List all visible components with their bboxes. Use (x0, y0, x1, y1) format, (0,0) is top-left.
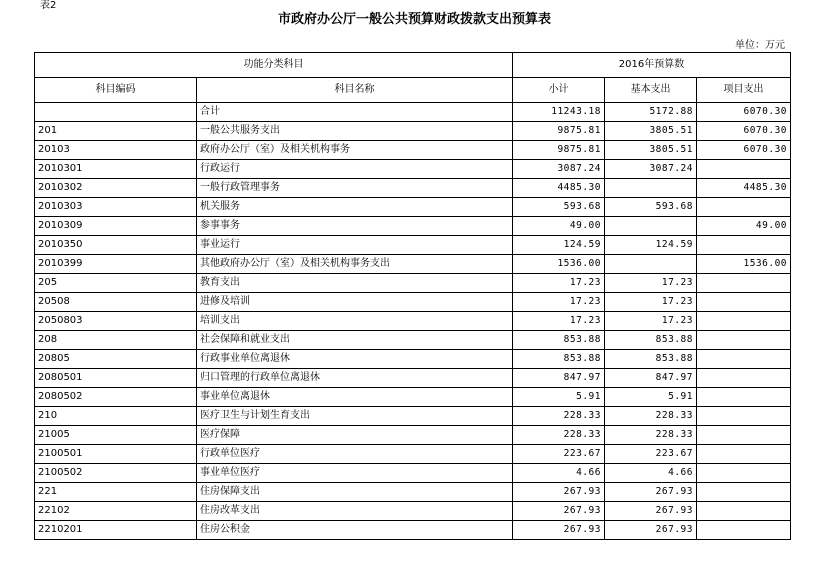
project-expense-cell: 4485.30 (697, 179, 791, 198)
basic-expense-cell: 17.23 (605, 312, 697, 331)
subject-name-cell: 机关服务 (197, 198, 513, 217)
subject-name-cell: 医疗卫生与计划生育支出 (197, 407, 513, 426)
table-row (35, 483, 791, 502)
basic-expense-cell (605, 179, 697, 198)
project-expense-cell (697, 312, 791, 331)
basic-expense-cell: 853.88 (605, 331, 697, 350)
subtotal-cell: 9875.81 (513, 141, 605, 160)
table-row (35, 388, 791, 407)
subtotal-cell: 853.88 (513, 331, 605, 350)
table-row (35, 426, 791, 445)
basic-expense-cell: 5.91 (605, 388, 697, 407)
table-body (35, 103, 791, 540)
table-row (35, 407, 791, 426)
subject-code-cell: 2080501 (35, 369, 197, 388)
subject-code-cell: 2010350 (35, 236, 197, 255)
project-expense-cell (697, 274, 791, 293)
project-expense-cell (697, 293, 791, 312)
header-group-row (35, 53, 791, 78)
subject-name-cell: 社会保障和就业支出 (197, 331, 513, 350)
unit-note: 单位：万元 (735, 40, 785, 51)
subject-name-cell: 医疗保障 (197, 426, 513, 445)
header-function-category: 功能分类科目 (35, 53, 513, 78)
subject-name-cell: 住房保障支出 (197, 483, 513, 502)
basic-expense-cell: 223.67 (605, 445, 697, 464)
basic-expense-cell: 853.88 (605, 350, 697, 369)
header-basic-expense: 基本支出 (605, 78, 697, 103)
basic-expense-cell: 267.93 (605, 502, 697, 521)
subject-name-cell: 住房公积金 (197, 521, 513, 540)
subject-name-cell: 行政单位医疗 (197, 445, 513, 464)
subtotal-cell: 223.67 (513, 445, 605, 464)
subject-name-cell: 一般行政管理事务 (197, 179, 513, 198)
basic-expense-cell: 847.97 (605, 369, 697, 388)
subject-code-cell: 20103 (35, 141, 197, 160)
subject-name-cell: 事业运行 (197, 236, 513, 255)
subject-name-cell: 行政事业单位离退休 (197, 350, 513, 369)
subject-name-cell: 培训支出 (197, 312, 513, 331)
budget-table (34, 52, 791, 540)
subject-name-cell: 教育支出 (197, 274, 513, 293)
subject-code-cell: 2010301 (35, 160, 197, 179)
basic-expense-cell: 3087.24 (605, 160, 697, 179)
subject-code-cell: 2010309 (35, 217, 197, 236)
subject-name-cell: 参事事务 (197, 217, 513, 236)
subject-name-cell: 归口管理的行政单位离退休 (197, 369, 513, 388)
header-column-row (35, 78, 791, 103)
subtotal-cell: 11243.18 (513, 103, 605, 122)
subtotal-cell: 853.88 (513, 350, 605, 369)
subject-code-cell: 2010303 (35, 198, 197, 217)
project-expense-cell (697, 502, 791, 521)
table-row (35, 350, 791, 369)
header-subject-code: 科目编码 (35, 78, 197, 103)
project-expense-cell (697, 388, 791, 407)
table-header (35, 53, 791, 103)
project-expense-cell (697, 160, 791, 179)
subtotal-cell: 847.97 (513, 369, 605, 388)
table-row (35, 312, 791, 331)
subject-code-cell: 208 (35, 331, 197, 350)
table-row (35, 198, 791, 217)
header-subtotal: 小计 (513, 78, 605, 103)
basic-expense-cell: 228.33 (605, 407, 697, 426)
basic-expense-cell: 17.23 (605, 274, 697, 293)
subject-code-cell: 20805 (35, 350, 197, 369)
project-expense-cell (697, 521, 791, 540)
table-row (35, 464, 791, 483)
basic-expense-cell: 3805.51 (605, 141, 697, 160)
subject-code-cell: 210 (35, 407, 197, 426)
subject-code-cell: 2100502 (35, 464, 197, 483)
project-expense-cell (697, 198, 791, 217)
table-row (35, 160, 791, 179)
subject-code-cell: 20508 (35, 293, 197, 312)
subtotal-cell: 9875.81 (513, 122, 605, 141)
project-expense-cell (697, 426, 791, 445)
table-row (35, 236, 791, 255)
table-label: 表2 (40, 0, 57, 11)
project-expense-cell (697, 350, 791, 369)
subject-code-cell: 221 (35, 483, 197, 502)
subject-code-cell: 2100501 (35, 445, 197, 464)
project-expense-cell (697, 464, 791, 483)
subtotal-cell: 17.23 (513, 293, 605, 312)
subtotal-cell: 1536.00 (513, 255, 605, 274)
subtotal-cell: 17.23 (513, 274, 605, 293)
project-expense-cell: 49.00 (697, 217, 791, 236)
table-row (35, 255, 791, 274)
table-row (35, 217, 791, 236)
subject-name-cell: 一般公共服务支出 (197, 122, 513, 141)
subtotal-cell: 17.23 (513, 312, 605, 331)
subject-name-cell: 其他政府办公厅（室）及相关机构事务支出 (197, 255, 513, 274)
project-expense-cell (697, 483, 791, 502)
project-expense-cell: 6070.30 (697, 141, 791, 160)
project-expense-cell (697, 331, 791, 350)
basic-expense-cell: 17.23 (605, 293, 697, 312)
basic-expense-cell: 267.93 (605, 521, 697, 540)
subtotal-cell: 593.68 (513, 198, 605, 217)
table-row (35, 293, 791, 312)
subject-name-cell: 政府办公厅（室）及相关机构事务 (197, 141, 513, 160)
subtotal-cell: 124.59 (513, 236, 605, 255)
subtotal-cell: 267.93 (513, 521, 605, 540)
subtotal-cell: 267.93 (513, 483, 605, 502)
subject-name-cell: 事业单位离退休 (197, 388, 513, 407)
page-title: 市政府办公厅一般公共预算财政拨款支出预算表 (277, 12, 551, 27)
basic-expense-cell: 267.93 (605, 483, 697, 502)
table-row (35, 179, 791, 198)
subject-name-cell: 合计 (197, 103, 513, 122)
subtotal-cell: 228.33 (513, 407, 605, 426)
subtotal-cell: 5.91 (513, 388, 605, 407)
subtotal-cell: 49.00 (513, 217, 605, 236)
header-budget-year: 2016年预算数 (513, 53, 791, 78)
table-row (35, 369, 791, 388)
table-row (35, 502, 791, 521)
subject-code-cell: 201 (35, 122, 197, 141)
project-expense-cell: 6070.30 (697, 122, 791, 141)
basic-expense-cell: 228.33 (605, 426, 697, 445)
basic-expense-cell: 593.68 (605, 198, 697, 217)
basic-expense-cell (605, 217, 697, 236)
table-row (35, 141, 791, 160)
subject-code-cell: 2210201 (35, 521, 197, 540)
project-expense-cell (697, 445, 791, 464)
project-expense-cell: 6070.30 (697, 103, 791, 122)
basic-expense-cell: 124.59 (605, 236, 697, 255)
basic-expense-cell (605, 255, 697, 274)
subtotal-cell: 4.66 (513, 464, 605, 483)
project-expense-cell (697, 407, 791, 426)
subject-name-cell: 行政运行 (197, 160, 513, 179)
subject-code-cell: 205 (35, 274, 197, 293)
basic-expense-cell: 5172.88 (605, 103, 697, 122)
subtotal-cell: 3087.24 (513, 160, 605, 179)
subtotal-cell: 228.33 (513, 426, 605, 445)
subject-code-cell: 2010399 (35, 255, 197, 274)
basic-expense-cell: 3805.51 (605, 122, 697, 141)
subject-code-cell: 2010302 (35, 179, 197, 198)
header-subject-name: 科目名称 (197, 78, 513, 103)
project-expense-cell: 1536.00 (697, 255, 791, 274)
subject-code-cell: 21005 (35, 426, 197, 445)
subtotal-cell: 267.93 (513, 502, 605, 521)
table-row (35, 122, 791, 141)
table-row (35, 445, 791, 464)
subject-name-cell: 住房改革支出 (197, 502, 513, 521)
table-row (35, 521, 791, 540)
header-project-expense: 项目支出 (697, 78, 791, 103)
table-row (35, 274, 791, 293)
table-row (35, 331, 791, 350)
project-expense-cell (697, 236, 791, 255)
subject-code-cell (35, 103, 197, 122)
subject-code-cell: 22102 (35, 502, 197, 521)
subtotal-cell: 4485.30 (513, 179, 605, 198)
subject-name-cell: 事业单位医疗 (197, 464, 513, 483)
subject-code-cell: 2080502 (35, 388, 197, 407)
subject-name-cell: 进修及培训 (197, 293, 513, 312)
table-row (35, 103, 791, 122)
project-expense-cell (697, 369, 791, 388)
subject-code-cell: 2050803 (35, 312, 197, 331)
basic-expense-cell: 4.66 (605, 464, 697, 483)
